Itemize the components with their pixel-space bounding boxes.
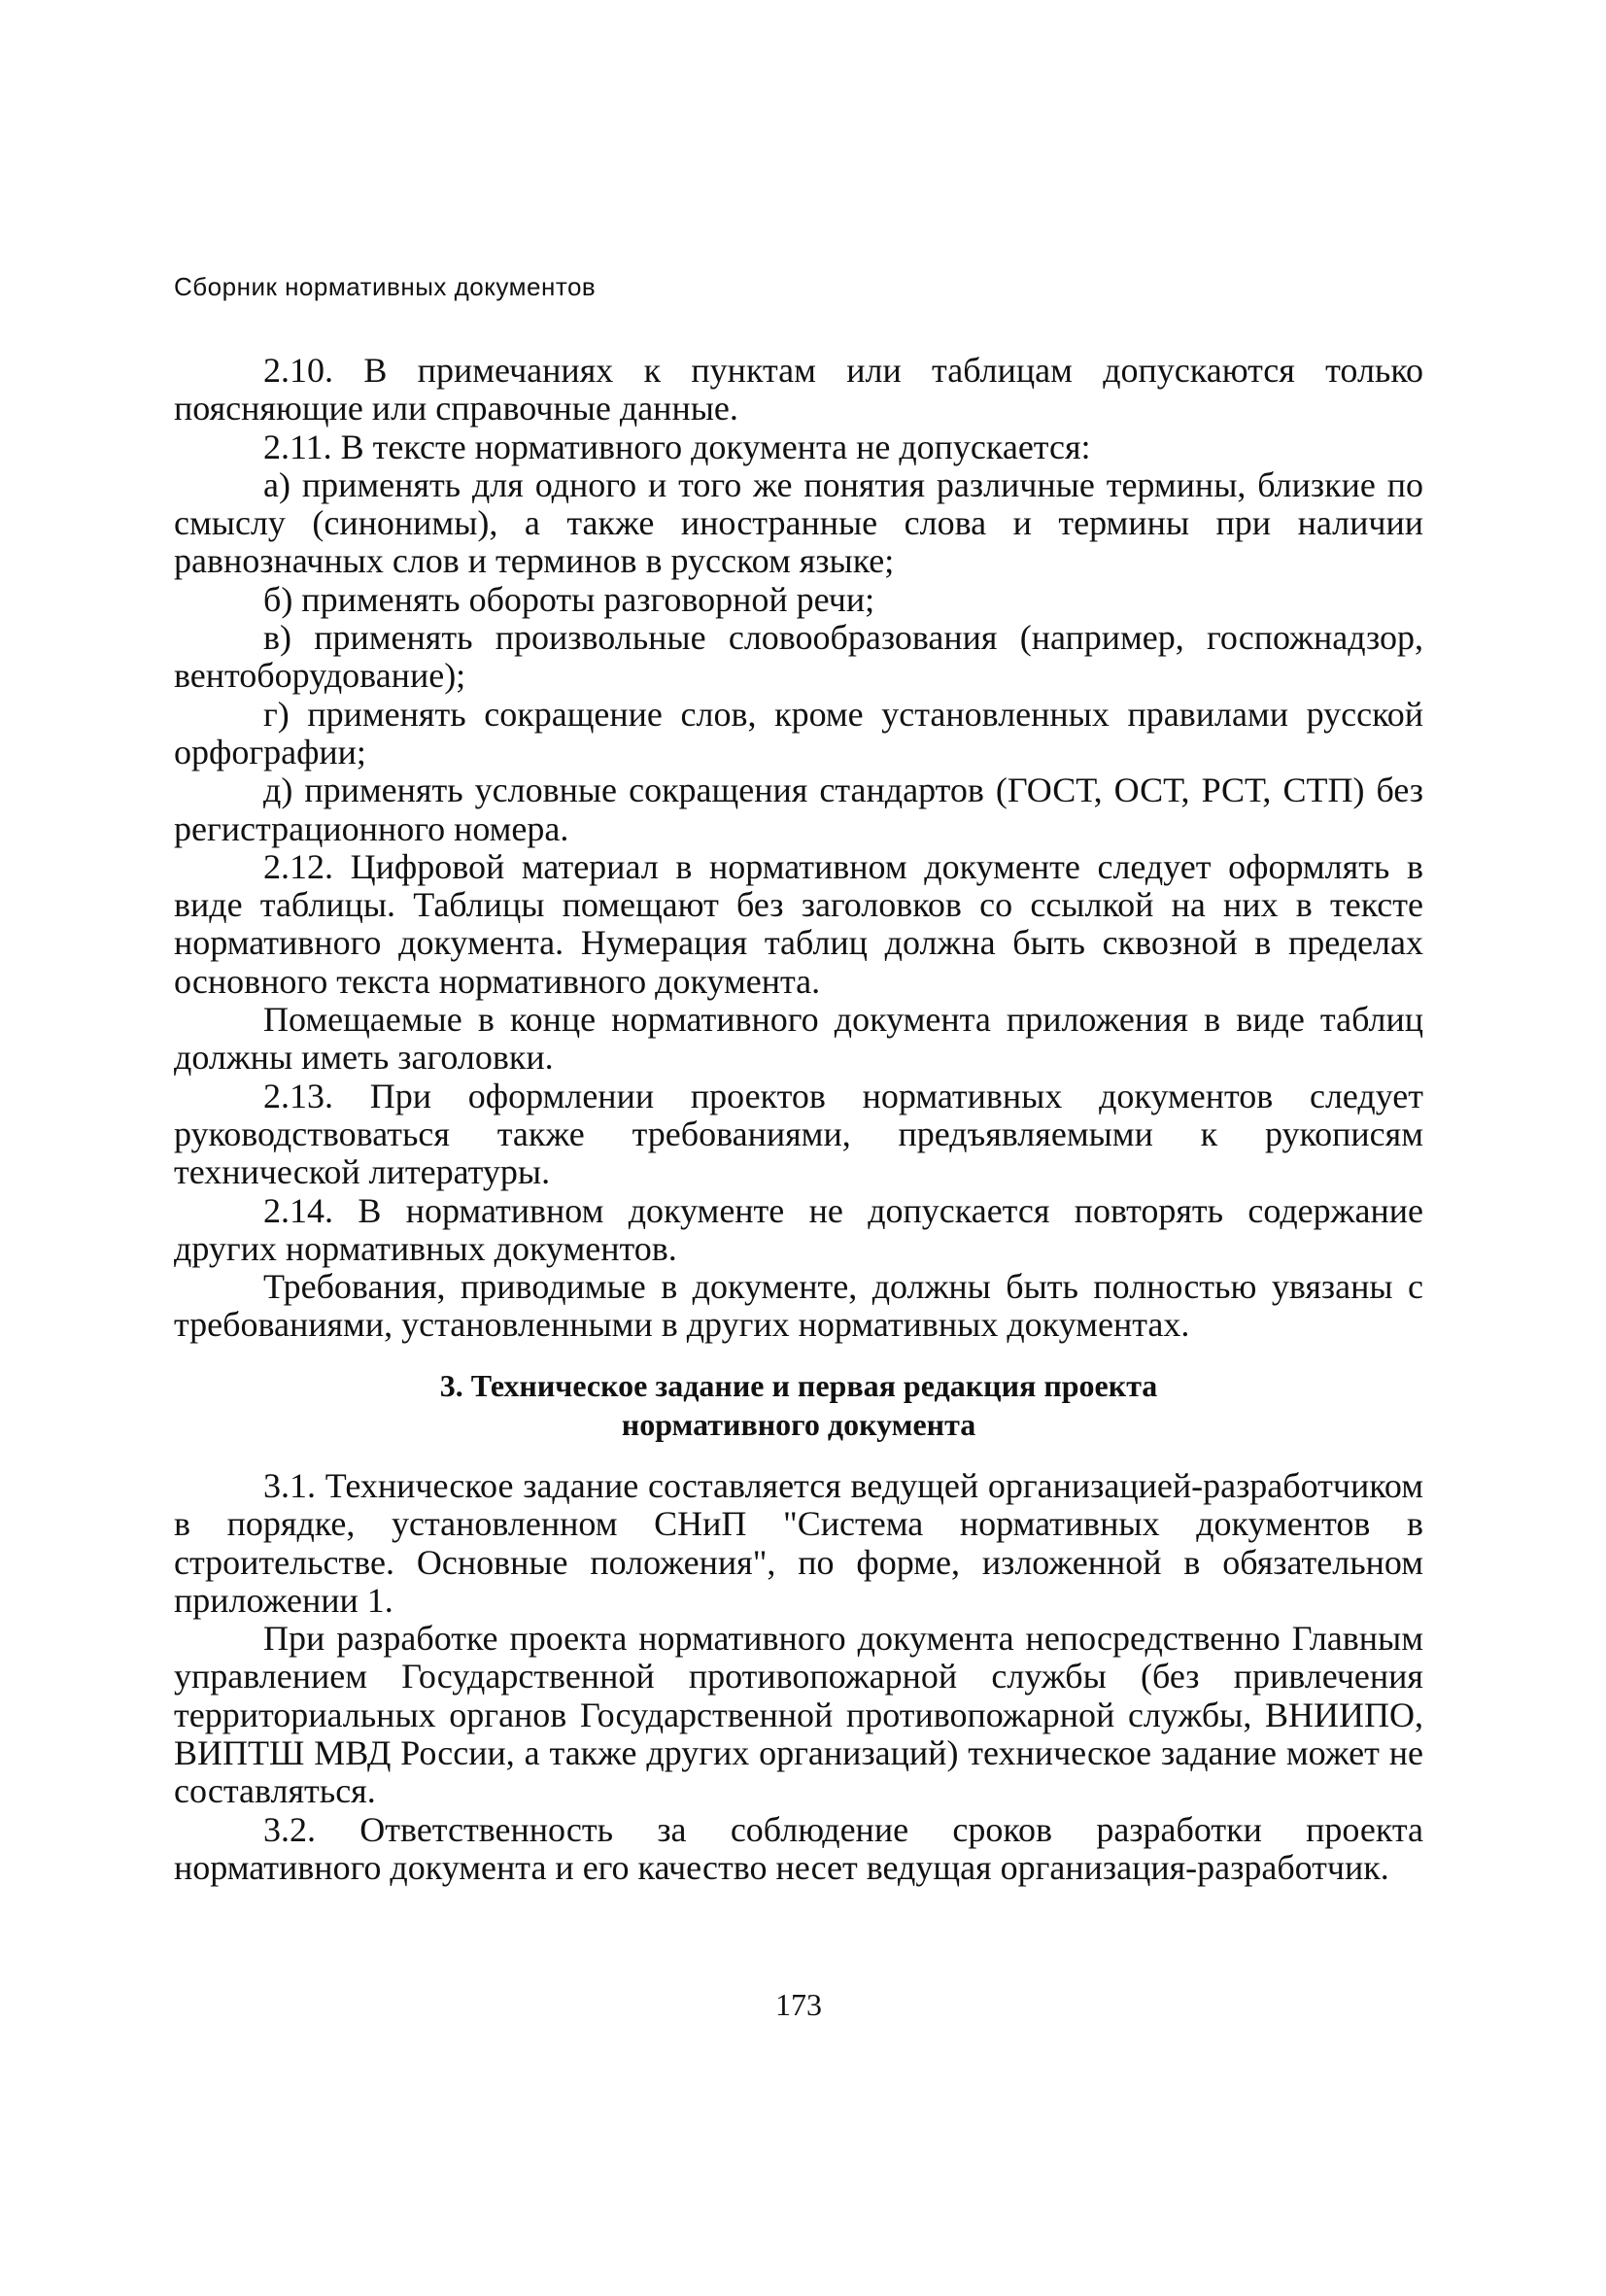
list-item-v: в) применять произвольные словообразования (например, госпожнадзор, вентоборудование); — [174, 618, 1423, 696]
paragraph-2-11: 2.11. В тексте нормативного документа не допускается: — [263, 427, 1091, 466]
paragraph-3-2: 3.2. Ответственность за соблюдение сроков разработки проекта нормативного документа и его качество несет ведущая организация-разработчик. — [174, 1809, 1423, 1887]
page-number: 173 — [775, 1987, 822, 2022]
section-3-body — [174, 1467, 1423, 1887]
section-3-heading — [174, 1366, 1423, 1444]
section-3-heading-line-2: нормативного документа — [621, 1407, 976, 1442]
running-head: Сборник нормативных документов — [174, 272, 597, 301]
section-2-body — [174, 352, 1423, 1345]
paragraph-2-12-appendix: Помещаемые в конце нормативного документа приложения в виде таблиц должны иметь заголовки. — [174, 1000, 1423, 1078]
paragraph-2-14: 2.14. В нормативном документе не допускается повторять содержание других нормативных документов. — [174, 1190, 1423, 1268]
paragraph-2-14-requirements: Требования, приводимые в документе, должны быть полностью увязаны с требованиями, установленными в других нормативных документах. — [174, 1267, 1423, 1345]
paragraph-2-13: 2.13. При оформлении проектов нормативных документов следует руководствоваться также требованиями, предъявляемыми к рукописям технической литературы. — [174, 1076, 1423, 1192]
paragraph-3-1: 3.1. Техническое задание составляется ведущей организацией-разработчиком в порядке, установленном СНиП "Система нормативных документов в строительстве. Основные положения", по форме, изложенной в обязательном приложении 1. — [174, 1466, 1423, 1620]
paragraph-2-12: 2.12. Цифровой материал в нормативном документе следует оформлять в виде таблицы. Таблицы помещают без заголовков со ссылкой на них в тексте нормативного документа. Нумерация таблиц должна быть сквозной в пределах основного текста нормативного документа. — [174, 846, 1423, 1001]
list-item-d: д) применять условные сокращения стандартов (ГОСТ, ОСТ, РСТ, СТП) без регистрационного номера. — [174, 771, 1423, 848]
list-item-a: а) применять для одного и того же понятия различные термины, близкие по смыслу (синонимы), а также иностранные слова и термины при наличии равнозначных слов и терминов в русском языке; — [174, 464, 1423, 581]
paragraph-3-1-exception: При разработке проекта нормативного документа непосредственно Главным управлением Государственной противопожарной службы (без привлечения территориальных органов Государственной противопожарной службы, ВНИИПО, ВИПТШ МВД России, а также других организаций) техническое задание может не составляться. — [174, 1619, 1423, 1811]
section-3-heading-line-1: 3. Техническое задание и первая редакция проекта — [439, 1368, 1158, 1403]
paragraph-2-10: 2.10. В примечаниях к пунктам или таблицам допускаются только поясняющие или справочные данные. — [174, 351, 1423, 428]
list-item-b: б) применять обороты разговорной речи; — [263, 579, 875, 619]
list-item-g: г) применять сокращение слов, кроме установленных правилами русской орфографии; — [174, 694, 1423, 771]
